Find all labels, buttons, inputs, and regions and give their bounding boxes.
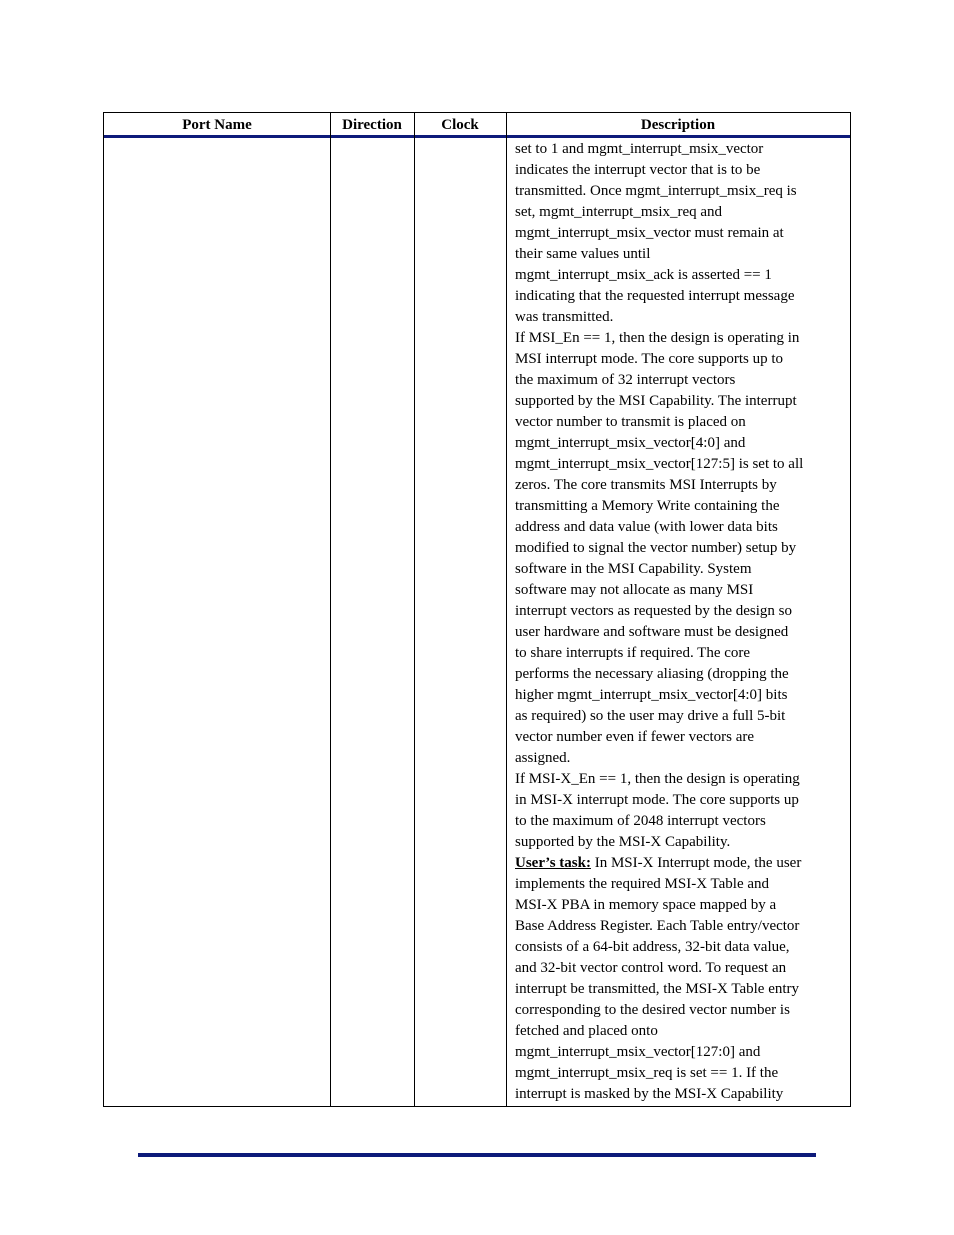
description-line: interrupt be transmitted, the MSI-X Table entry <box>515 981 800 997</box>
description-line: If MSI-X_En == 1, then the design is operating <box>515 771 800 787</box>
description-line: transmitting a Memory Write containing the <box>515 498 780 514</box>
description-line: supported by the MSI-X Capability. <box>515 834 731 850</box>
description-line: was transmitted. <box>515 309 614 325</box>
column-divider <box>414 113 415 1106</box>
header-description: Description <box>640 117 716 133</box>
description-line: corresponding to the desired vector number is <box>515 1002 790 1018</box>
description-line: transmitted. Once mgmt_interrupt_msix_req is <box>515 183 797 199</box>
description-line: vector number to transmit is placed on <box>515 414 746 430</box>
table-header-row <box>104 113 850 138</box>
description-line: indicating that the requested interrupt message <box>515 288 795 304</box>
description-line: implements the required MSI-X Table and <box>515 876 770 892</box>
description-line: software may not allocate as many MSI <box>515 582 754 598</box>
description-line: assigned. <box>515 750 571 766</box>
description-line: mgmt_interrupt_msix_req is set == 1. If the <box>515 1065 779 1081</box>
users-task-label: User’s task: <box>515 855 591 871</box>
footer-rule <box>138 1153 816 1157</box>
description-line: indicates the interrupt vector that is to be <box>515 162 761 178</box>
description-line: and 32-bit vector control word. To request an <box>515 960 787 976</box>
description-line: modified to signal the vector number) setup by <box>515 540 797 556</box>
description-line: address and data value (with lower data bits <box>515 519 778 535</box>
description-line: mgmt_interrupt_msix_ack is asserted == 1 <box>515 267 772 283</box>
description-line: user hardware and software must be designed <box>515 624 789 640</box>
description-line: the maximum of 32 interrupt vectors <box>515 372 736 388</box>
description-line: in MSI-X interrupt mode. The core supports up <box>515 792 799 808</box>
description-line: performs the necessary aliasing (dropping the <box>515 666 789 682</box>
description-line: mgmt_interrupt_msix_vector[127:5] is set to all <box>515 456 804 472</box>
description-line: supported by the MSI Capability. The interrupt <box>515 393 797 409</box>
users-task-text: In MSI-X Interrupt mode, the user <box>590 855 802 871</box>
description-line: mgmt_interrupt_msix_vector must remain at <box>515 225 784 241</box>
description-line: interrupt vectors as requested by the design so <box>515 603 793 619</box>
description-line: mgmt_interrupt_msix_vector[127:0] and <box>515 1044 761 1060</box>
description-line: interrupt is masked by the MSI-X Capability <box>515 1086 784 1102</box>
header-port-name: Port Name <box>182 117 252 133</box>
users-task-line <box>515 853 845 874</box>
port-table <box>103 112 851 1107</box>
description-line: higher mgmt_interrupt_msix_vector[4:0] bits <box>515 687 788 703</box>
description-line: MSI interrupt mode. The core supports up to <box>515 351 784 367</box>
description-line: mgmt_interrupt_msix_vector[4:0] and <box>515 435 746 451</box>
column-divider <box>506 113 507 1106</box>
description-line: Base Address Register. Each Table entry/vector <box>515 918 800 934</box>
description-line: vector number even if fewer vectors are <box>515 729 755 745</box>
description-line: zeros. The core transmits MSI Interrupts by <box>515 477 777 493</box>
description-line: as required) so the user may drive a full 5-bit <box>515 708 786 724</box>
description-line: set to 1 and mgmt_interrupt_msix_vector <box>515 141 764 157</box>
column-divider <box>330 113 331 1106</box>
description-line: to the maximum of 2048 interrupt vectors <box>515 813 766 829</box>
description-line: set, mgmt_interrupt_msix_req and <box>515 204 723 220</box>
description-cell <box>515 139 845 1105</box>
header-direction: Direction <box>342 117 402 133</box>
description-line: consists of a 64-bit address, 32-bit data value, <box>515 939 790 955</box>
description-line: MSI-X PBA in memory space mapped by a <box>515 897 777 913</box>
header-clock: Clock <box>441 117 479 133</box>
description-line: fetched and placed onto <box>515 1023 658 1039</box>
description-line: their same values until <box>515 246 651 262</box>
description-line: to share interrupts if required. The core <box>515 645 751 661</box>
description-line: software in the MSI Capability. System <box>515 561 752 577</box>
description-line: If MSI_En == 1, then the design is operating in <box>515 330 800 346</box>
